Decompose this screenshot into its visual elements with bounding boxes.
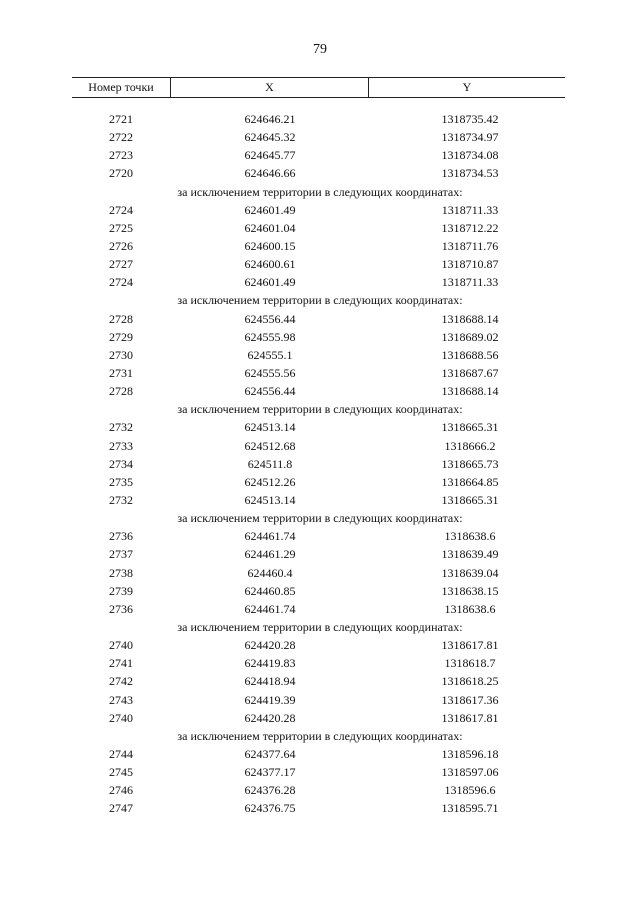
table-row <box>0 491 640 509</box>
point-number: 2740 <box>109 638 133 653</box>
exclusion-note: за исключением территории в следующих координатах: <box>177 184 463 199</box>
table-row <box>0 654 640 672</box>
x-coordinate: 624600.61 <box>244 257 296 272</box>
point-number: 2729 <box>109 329 133 344</box>
exclusion-note-row <box>0 509 640 527</box>
point-number: 2733 <box>109 438 133 453</box>
point-number: 2747 <box>109 801 133 816</box>
x-coordinate: 624420.28 <box>244 710 296 725</box>
y-coordinate: 1318687.67 <box>441 365 499 380</box>
x-coordinate: 624601.49 <box>244 202 296 217</box>
table-row <box>0 346 640 364</box>
x-coordinate: 624461.74 <box>244 601 296 616</box>
point-number: 2720 <box>109 166 133 181</box>
y-coordinate: 1318689.02 <box>441 329 499 344</box>
exclusion-note: за исключением территории в следующих координатах: <box>177 619 463 634</box>
y-coordinate: 1318734.97 <box>441 130 499 145</box>
y-coordinate: 1318596.18 <box>441 746 499 761</box>
y-coordinate: 1318597.06 <box>441 765 499 780</box>
x-coordinate: 624419.83 <box>244 656 296 671</box>
point-number: 2731 <box>109 365 133 380</box>
x-coordinate: 624376.75 <box>244 801 296 816</box>
table-row <box>0 564 640 582</box>
point-number: 2725 <box>109 220 133 235</box>
table-row <box>0 691 640 709</box>
x-coordinate: 624555.98 <box>244 329 296 344</box>
exclusion-note-row <box>0 183 640 201</box>
table-row <box>0 201 640 219</box>
exclusion-note: за исключением территории в следующих координатах: <box>177 402 463 417</box>
y-coordinate: 1318734.53 <box>441 166 499 181</box>
header-point-number: Номер точки <box>72 78 171 97</box>
point-number: 2724 <box>109 202 133 217</box>
table-row <box>0 763 640 781</box>
y-coordinate: 1318618.25 <box>441 674 499 689</box>
table-row <box>0 237 640 255</box>
point-number: 2742 <box>109 674 133 689</box>
y-coordinate: 1318711.76 <box>441 238 499 253</box>
y-coordinate: 1318618.7 <box>444 656 496 671</box>
x-coordinate: 624460.4 <box>247 565 293 580</box>
point-number: 2736 <box>109 601 133 616</box>
y-coordinate: 1318665.73 <box>441 456 499 471</box>
point-number: 2735 <box>109 474 133 489</box>
exclusion-note-row <box>0 400 640 418</box>
x-coordinate: 624646.21 <box>244 112 296 126</box>
x-coordinate: 624601.04 <box>244 220 296 235</box>
y-coordinate: 1318734.08 <box>441 148 499 163</box>
x-coordinate: 624461.74 <box>244 529 296 544</box>
point-number: 2727 <box>109 257 133 272</box>
x-coordinate: 624377.17 <box>244 765 296 780</box>
table-row <box>0 473 640 491</box>
x-coordinate: 624377.64 <box>244 746 296 761</box>
point-number: 2732 <box>109 420 133 435</box>
y-coordinate: 1318639.49 <box>441 547 499 562</box>
table-row <box>0 310 640 328</box>
point-number: 2732 <box>109 492 133 507</box>
point-number: 2724 <box>109 275 133 290</box>
x-coordinate: 624513.14 <box>244 492 296 507</box>
x-coordinate: 624645.77 <box>244 148 296 163</box>
point-number: 2739 <box>109 583 133 598</box>
table-row <box>0 255 640 273</box>
point-number: 2737 <box>109 547 133 562</box>
y-coordinate: 1318712.22 <box>441 220 499 235</box>
point-number: 2721 <box>109 112 133 126</box>
y-coordinate: 1318735.42 <box>441 112 499 126</box>
header-y: Y <box>462 80 472 94</box>
y-coordinate: 1318688.14 <box>441 384 499 399</box>
point-number: 2738 <box>109 565 133 580</box>
point-number: 2740 <box>109 710 133 725</box>
table-row <box>0 382 640 400</box>
y-coordinate: 1318639.04 <box>441 565 499 580</box>
y-coordinate: 1318666.2 <box>444 438 496 453</box>
table-row <box>0 328 640 346</box>
x-coordinate: 624511.8 <box>247 456 293 471</box>
table-row <box>0 709 640 727</box>
x-coordinate: 624512.68 <box>244 438 296 453</box>
point-number: 2746 <box>109 783 133 798</box>
table-row <box>0 437 640 455</box>
table-row <box>0 110 640 128</box>
table-row <box>0 146 640 164</box>
page-number: 79 <box>313 42 327 57</box>
point-number: 2728 <box>109 384 133 399</box>
x-coordinate: 624460.85 <box>244 583 296 598</box>
y-coordinate: 1318617.36 <box>441 692 499 707</box>
point-number: 2734 <box>109 456 133 471</box>
x-coordinate: 624418.94 <box>244 674 296 689</box>
y-coordinate: 1318711.33 <box>441 275 499 290</box>
x-coordinate: 624645.32 <box>244 130 296 145</box>
exclusion-note-row <box>0 618 640 636</box>
y-coordinate: 1318638.15 <box>441 583 499 598</box>
point-number: 2728 <box>109 311 133 326</box>
x-coordinate: 624555.56 <box>244 365 296 380</box>
y-coordinate: 1318595.71 <box>441 801 499 816</box>
y-coordinate: 1318688.56 <box>441 347 499 362</box>
exclusion-note: за исключением территории в следующих координатах: <box>177 293 463 308</box>
table-row <box>0 545 640 563</box>
point-number: 2736 <box>109 529 133 544</box>
table-header <box>72 77 565 98</box>
x-coordinate: 624601.49 <box>244 275 296 290</box>
table-row <box>0 273 640 291</box>
x-coordinate: 624555.1 <box>247 347 293 362</box>
point-number: 2722 <box>109 130 133 145</box>
x-coordinate: 624600.15 <box>244 238 296 253</box>
x-coordinate: 624513.14 <box>244 420 296 435</box>
exclusion-note-row <box>0 727 640 745</box>
header-x: X <box>171 78 369 97</box>
point-number: 2723 <box>109 148 133 163</box>
table-row <box>0 799 640 817</box>
exclusion-note: за исключением территории в следующих координатах: <box>177 511 463 526</box>
table-row <box>0 672 640 690</box>
table-row <box>0 636 640 654</box>
table-row <box>0 128 640 146</box>
point-number: 2726 <box>109 238 133 253</box>
x-coordinate: 624512.26 <box>244 474 296 489</box>
y-coordinate: 1318664.85 <box>441 474 499 489</box>
x-coordinate: 624419.39 <box>244 692 296 707</box>
x-coordinate: 624420.28 <box>244 638 296 653</box>
table-row <box>0 781 640 799</box>
table-row <box>0 164 640 182</box>
point-number: 2741 <box>109 656 133 671</box>
x-coordinate: 624556.44 <box>244 384 296 399</box>
y-coordinate: 1318688.14 <box>441 311 499 326</box>
x-coordinate: 624556.44 <box>244 311 296 326</box>
table-row <box>0 582 640 600</box>
y-coordinate: 1318711.33 <box>441 202 499 217</box>
coordinates-table-body <box>0 110 640 817</box>
point-number: 2743 <box>109 692 133 707</box>
point-number: 2744 <box>109 746 133 761</box>
x-coordinate: 624376.28 <box>244 783 296 798</box>
y-coordinate: 1318665.31 <box>441 492 499 507</box>
point-number: 2745 <box>109 765 133 780</box>
x-coordinate: 624461.29 <box>244 547 296 562</box>
table-row <box>0 219 640 237</box>
y-coordinate: 1318617.81 <box>441 710 499 725</box>
exclusion-note: за исключением территории в следующих координатах: <box>177 728 463 743</box>
y-coordinate: 1318710.87 <box>441 257 499 272</box>
table-row <box>0 364 640 382</box>
y-coordinate: 1318617.81 <box>441 638 499 653</box>
y-coordinate: 1318638.6 <box>444 601 496 616</box>
table-row <box>0 527 640 545</box>
table-row <box>0 745 640 763</box>
table-row <box>0 418 640 436</box>
point-number: 2730 <box>109 347 133 362</box>
y-coordinate: 1318638.6 <box>444 529 496 544</box>
table-row <box>0 600 640 618</box>
y-coordinate: 1318665.31 <box>441 420 499 435</box>
exclusion-note-row <box>0 291 640 309</box>
table-row <box>0 455 640 473</box>
x-coordinate: 624646.66 <box>244 166 296 181</box>
y-coordinate: 1318596.6 <box>444 783 496 798</box>
